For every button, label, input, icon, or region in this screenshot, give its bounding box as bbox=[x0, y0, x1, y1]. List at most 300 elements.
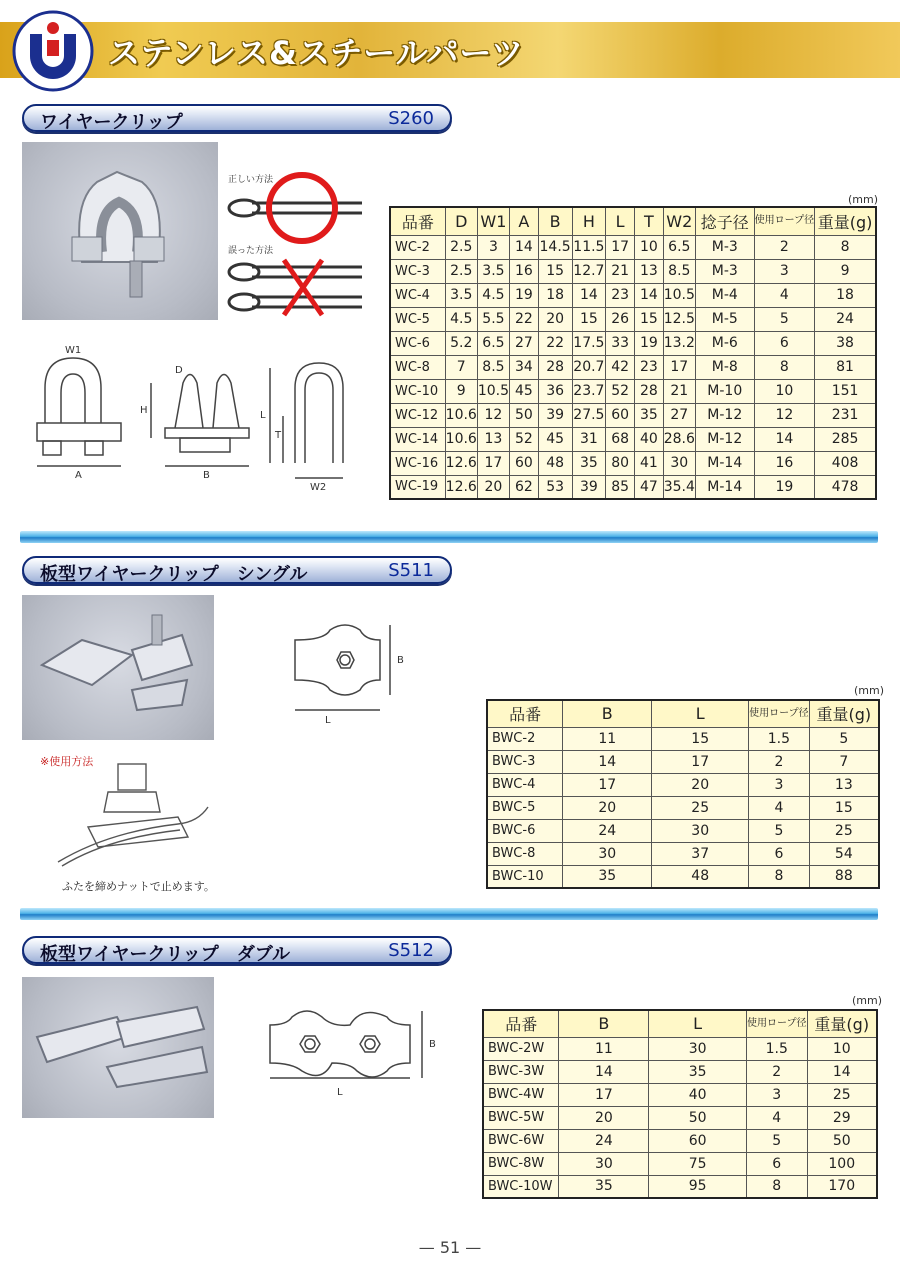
product-code-cell: WC-5 bbox=[390, 307, 445, 331]
table-cell: 3 bbox=[747, 1083, 808, 1106]
table-cell: 2 bbox=[747, 1060, 808, 1083]
table-cell: 3 bbox=[754, 259, 815, 283]
table-cell: 27 bbox=[663, 403, 695, 427]
table-cell: 20 bbox=[559, 1106, 649, 1129]
wrong-method-label: 誤った方法 bbox=[228, 246, 274, 256]
table-cell: 35 bbox=[563, 865, 652, 888]
table-cell: 8 bbox=[815, 235, 876, 259]
table-cell: 11 bbox=[563, 727, 652, 750]
section-code: S260 bbox=[388, 108, 434, 129]
table-cell: 28 bbox=[635, 379, 664, 403]
table-cell: 13.2 bbox=[663, 331, 695, 355]
table-cell: 2.5 bbox=[445, 259, 477, 283]
table-cell: 14 bbox=[754, 427, 815, 451]
label-B: B bbox=[429, 1039, 436, 1050]
table-cell: 60 bbox=[649, 1129, 747, 1152]
table-cell: 80 bbox=[606, 451, 635, 475]
table-header-row bbox=[390, 207, 876, 235]
column-header: 使用ロープ径 bbox=[754, 207, 815, 235]
table-cell: 38 bbox=[815, 331, 876, 355]
table-cell: 2.5 bbox=[445, 235, 477, 259]
product-code-cell: BWC-6 bbox=[487, 819, 563, 842]
table-cell: M-12 bbox=[695, 427, 754, 451]
table-cell: 20.7 bbox=[572, 355, 606, 379]
table-cell: 37 bbox=[652, 842, 749, 865]
label-W1: W1 bbox=[65, 345, 82, 356]
column-header: D bbox=[445, 207, 477, 235]
table-row bbox=[390, 451, 876, 475]
section-code: S511 bbox=[388, 560, 434, 581]
table-cell: 35.4 bbox=[663, 475, 695, 499]
table-row bbox=[390, 355, 876, 379]
product-code-cell: BWC-4W bbox=[483, 1083, 559, 1106]
section-name: ワイヤークリップ bbox=[40, 112, 183, 133]
table-cell: 10.6 bbox=[445, 403, 477, 427]
product-code-cell: BWC-8 bbox=[487, 842, 563, 865]
table-cell: M-8 bbox=[695, 355, 754, 379]
table-cell: 8 bbox=[747, 1175, 808, 1198]
table-cell: 5.5 bbox=[477, 307, 509, 331]
table-row bbox=[390, 427, 876, 451]
company-logo bbox=[12, 10, 94, 92]
table-cell: 19 bbox=[635, 331, 664, 355]
table-cell: 48 bbox=[538, 451, 572, 475]
table-row bbox=[487, 842, 879, 865]
side-view-drawing bbox=[151, 375, 249, 467]
single-plate-clip-photo bbox=[22, 595, 214, 740]
page-title: ステンレス&スチールパーツ bbox=[108, 34, 525, 72]
table-cell: 20 bbox=[538, 307, 572, 331]
table-cell: 68 bbox=[606, 427, 635, 451]
table-cell: 20 bbox=[477, 475, 509, 499]
correct-method-label: 正しい方法 bbox=[228, 175, 274, 185]
table-cell: 151 bbox=[815, 379, 876, 403]
table-cell: 4.5 bbox=[445, 307, 477, 331]
table-row bbox=[390, 475, 876, 499]
table-cell: 6.5 bbox=[477, 331, 509, 355]
table-cell: 14 bbox=[572, 283, 606, 307]
table-cell: 50 bbox=[649, 1106, 747, 1129]
table-row bbox=[487, 727, 879, 750]
table-cell: 16 bbox=[510, 259, 539, 283]
table-cell: 24 bbox=[815, 307, 876, 331]
table-cell: 50 bbox=[807, 1129, 877, 1152]
section-name: 板型ワイヤークリップ ダブル bbox=[40, 944, 291, 965]
wire-clip-photo bbox=[22, 142, 218, 320]
column-header: L bbox=[652, 700, 749, 727]
table-cell: 5 bbox=[747, 1129, 808, 1152]
table-row bbox=[483, 1106, 877, 1129]
table-cell: 13 bbox=[477, 427, 509, 451]
product-code-cell: BWC-3W bbox=[483, 1060, 559, 1083]
product-code-cell: WC-10 bbox=[390, 379, 445, 403]
table-cell: 1.5 bbox=[749, 727, 810, 750]
table-row bbox=[390, 259, 876, 283]
table-cell: 5 bbox=[754, 307, 815, 331]
section-header-s260 bbox=[22, 104, 452, 132]
front-view-drawing bbox=[37, 358, 121, 466]
table-cell: 6 bbox=[747, 1152, 808, 1175]
product-code-cell: BWC-3 bbox=[487, 750, 563, 773]
table-cell: 30 bbox=[563, 842, 652, 865]
table-cell: 15 bbox=[652, 727, 749, 750]
table-row bbox=[483, 1152, 877, 1175]
product-code-cell: BWC-10W bbox=[483, 1175, 559, 1198]
table-cell: 285 bbox=[815, 427, 876, 451]
usage-note: ふたを締めナットで止めます。 bbox=[62, 880, 215, 893]
section-header-s512 bbox=[22, 936, 452, 964]
table-cell: 53 bbox=[538, 475, 572, 499]
table-cell: 20 bbox=[652, 773, 749, 796]
label-B: B bbox=[397, 655, 404, 666]
product-code-cell: WC-19 bbox=[390, 475, 445, 499]
label-H: H bbox=[140, 405, 148, 416]
table-cell: 85 bbox=[606, 475, 635, 499]
table-cell: 29 bbox=[807, 1106, 877, 1129]
column-header: L bbox=[606, 207, 635, 235]
table-cell: 17 bbox=[563, 773, 652, 796]
table-cell: 14 bbox=[807, 1060, 877, 1083]
table-cell: 408 bbox=[815, 451, 876, 475]
column-header: 使用ロープ径 bbox=[747, 1010, 808, 1037]
table-cell: 12.6 bbox=[445, 451, 477, 475]
table-cell: 52 bbox=[510, 427, 539, 451]
product-code-cell: WC-14 bbox=[390, 427, 445, 451]
table-cell: 10 bbox=[754, 379, 815, 403]
product-code-cell: BWC-5W bbox=[483, 1106, 559, 1129]
table-cell: 31 bbox=[572, 427, 606, 451]
table-cell: 11 bbox=[559, 1037, 649, 1060]
table-cell: 2 bbox=[749, 750, 810, 773]
table-cell: 33 bbox=[606, 331, 635, 355]
unit-label-s512: (mm) bbox=[852, 994, 883, 1007]
table-cell: M-12 bbox=[695, 403, 754, 427]
table-cell: 14 bbox=[563, 750, 652, 773]
table-cell: 5 bbox=[749, 819, 810, 842]
table-cell: 20 bbox=[563, 796, 652, 819]
table-cell: 13 bbox=[635, 259, 664, 283]
table-cell: 62 bbox=[510, 475, 539, 499]
column-header: B bbox=[563, 700, 652, 727]
table-cell: 34 bbox=[510, 355, 539, 379]
product-code-cell: BWC-2 bbox=[487, 727, 563, 750]
table-cell: 10 bbox=[807, 1037, 877, 1060]
table-cell: 27.5 bbox=[572, 403, 606, 427]
table-cell: 45 bbox=[510, 379, 539, 403]
table-row bbox=[487, 865, 879, 888]
table-cell: 54 bbox=[809, 842, 879, 865]
table-cell: 4 bbox=[754, 283, 815, 307]
column-header: L bbox=[649, 1010, 747, 1037]
label-B: B bbox=[203, 470, 210, 481]
table-cell: 35 bbox=[649, 1060, 747, 1083]
table-cell: 100 bbox=[807, 1152, 877, 1175]
table-cell: 30 bbox=[559, 1152, 649, 1175]
table-cell: 10.5 bbox=[477, 379, 509, 403]
table-cell: 12.7 bbox=[572, 259, 606, 283]
table-row bbox=[483, 1060, 877, 1083]
table-cell: 40 bbox=[649, 1083, 747, 1106]
table-cell: 478 bbox=[815, 475, 876, 499]
table-cell: 39 bbox=[572, 475, 606, 499]
unit-label-s260: (mm) bbox=[848, 193, 879, 206]
table-cell: 3.5 bbox=[477, 259, 509, 283]
product-code-cell: BWC-8W bbox=[483, 1152, 559, 1175]
table-cell: 47 bbox=[635, 475, 664, 499]
table-cell: 21 bbox=[663, 379, 695, 403]
column-header: W2 bbox=[663, 207, 695, 235]
product-code-cell: BWC-4 bbox=[487, 773, 563, 796]
column-header: 品番 bbox=[487, 700, 563, 727]
table-cell: 22 bbox=[510, 307, 539, 331]
product-code-cell: BWC-5 bbox=[487, 796, 563, 819]
table-header-row bbox=[487, 700, 879, 727]
table-cell: M-3 bbox=[695, 235, 754, 259]
section-divider bbox=[20, 908, 878, 920]
table-cell: 17 bbox=[663, 355, 695, 379]
product-code-cell: WC-16 bbox=[390, 451, 445, 475]
label-L: L bbox=[337, 1087, 343, 1098]
table-cell: 15 bbox=[635, 307, 664, 331]
product-code-cell: BWC-10 bbox=[487, 865, 563, 888]
table-cell: 8 bbox=[754, 355, 815, 379]
section-name: 板型ワイヤークリップ シングル bbox=[40, 564, 308, 585]
table-cell: M-5 bbox=[695, 307, 754, 331]
table-cell: 81 bbox=[815, 355, 876, 379]
table-cell: 95 bbox=[649, 1175, 747, 1198]
table-cell: 4.5 bbox=[477, 283, 509, 307]
table-cell: 231 bbox=[815, 403, 876, 427]
table-cell: 8.5 bbox=[663, 259, 695, 283]
table-cell: 5.2 bbox=[445, 331, 477, 355]
table-cell: 18 bbox=[815, 283, 876, 307]
table-cell: 25 bbox=[807, 1083, 877, 1106]
table-row bbox=[390, 307, 876, 331]
table-row bbox=[487, 750, 879, 773]
table-cell: M-10 bbox=[695, 379, 754, 403]
section-code: S512 bbox=[388, 940, 434, 961]
table-cell: 22 bbox=[538, 331, 572, 355]
table-cell: 39 bbox=[538, 403, 572, 427]
table-cell: 7 bbox=[445, 355, 477, 379]
label-T: T bbox=[275, 430, 282, 441]
table-row bbox=[487, 773, 879, 796]
u-bolt-drawing bbox=[270, 363, 343, 478]
table-cell: 15 bbox=[538, 259, 572, 283]
section-divider bbox=[20, 531, 878, 543]
table-cell: 21 bbox=[606, 259, 635, 283]
double-clip-dimension-drawing bbox=[262, 1003, 442, 1103]
table-cell: 23 bbox=[606, 283, 635, 307]
table-cell: 14 bbox=[559, 1060, 649, 1083]
unit-label-s511: (mm) bbox=[854, 684, 885, 697]
product-code-cell: BWC-6W bbox=[483, 1129, 559, 1152]
product-code-cell: BWC-2W bbox=[483, 1037, 559, 1060]
usage-method-label: ※使用方法 bbox=[40, 755, 94, 768]
table-cell: 52 bbox=[606, 379, 635, 403]
table-cell: 14 bbox=[635, 283, 664, 307]
table-cell: 12.6 bbox=[445, 475, 477, 499]
table-cell: 14.5 bbox=[538, 235, 572, 259]
table-cell: 10.5 bbox=[663, 283, 695, 307]
table-cell: 50 bbox=[510, 403, 539, 427]
label-L: L bbox=[325, 715, 331, 725]
table-cell: 23 bbox=[635, 355, 664, 379]
column-header: 重量(g) bbox=[815, 207, 876, 235]
table-row bbox=[483, 1037, 877, 1060]
table-cell: 6 bbox=[749, 842, 810, 865]
table-cell: 7 bbox=[809, 750, 879, 773]
table-cell: 30 bbox=[649, 1037, 747, 1060]
table-row bbox=[487, 819, 879, 842]
table-cell: 42 bbox=[606, 355, 635, 379]
table-cell: 30 bbox=[663, 451, 695, 475]
column-header: A bbox=[510, 207, 539, 235]
table-cell: 18 bbox=[538, 283, 572, 307]
table-row bbox=[390, 379, 876, 403]
column-header: B bbox=[559, 1010, 649, 1037]
spec-table-s260 bbox=[389, 206, 877, 500]
table-cell: 24 bbox=[559, 1129, 649, 1152]
column-header: 使用ロープ径 bbox=[749, 700, 810, 727]
column-header: 品番 bbox=[390, 207, 445, 235]
table-cell: 25 bbox=[809, 819, 879, 842]
table-cell: 17.5 bbox=[572, 331, 606, 355]
table-cell: 5 bbox=[809, 727, 879, 750]
label-W2: W2 bbox=[310, 482, 327, 493]
table-row bbox=[390, 283, 876, 307]
table-cell: 4 bbox=[749, 796, 810, 819]
table-cell: 16 bbox=[754, 451, 815, 475]
table-cell: 170 bbox=[807, 1175, 877, 1198]
table-cell: 10 bbox=[635, 235, 664, 259]
table-cell: 13 bbox=[809, 773, 879, 796]
table-cell: 15 bbox=[809, 796, 879, 819]
table-cell: 12.5 bbox=[663, 307, 695, 331]
table-cell: 6 bbox=[754, 331, 815, 355]
table-cell: 40 bbox=[635, 427, 664, 451]
table-cell: 28 bbox=[538, 355, 572, 379]
table-cell: 17 bbox=[652, 750, 749, 773]
wire-clip-dimension-drawings bbox=[25, 338, 370, 498]
table-cell: 19 bbox=[754, 475, 815, 499]
table-cell: 75 bbox=[649, 1152, 747, 1175]
table-cell: M-4 bbox=[695, 283, 754, 307]
table-cell: 27 bbox=[510, 331, 539, 355]
table-cell: 9 bbox=[445, 379, 477, 403]
page-number: — 51 — bbox=[418, 1238, 482, 1257]
table-cell: M-6 bbox=[695, 331, 754, 355]
table-cell: 28.6 bbox=[663, 427, 695, 451]
table-row bbox=[390, 403, 876, 427]
single-clip-dimension-drawing bbox=[285, 615, 425, 725]
column-header: 品番 bbox=[483, 1010, 559, 1037]
table-cell: 17 bbox=[477, 451, 509, 475]
table-cell: 17 bbox=[606, 235, 635, 259]
spec-table-s512 bbox=[482, 1009, 878, 1199]
table-cell: 6.5 bbox=[663, 235, 695, 259]
table-row bbox=[390, 331, 876, 355]
usage-method-illustration bbox=[48, 752, 218, 877]
column-header: 重量(g) bbox=[807, 1010, 877, 1037]
table-cell: 60 bbox=[606, 403, 635, 427]
table-cell: 25 bbox=[652, 796, 749, 819]
table-cell: M-14 bbox=[695, 475, 754, 499]
product-code-cell: WC-4 bbox=[390, 283, 445, 307]
table-cell: 45 bbox=[538, 427, 572, 451]
product-code-cell: WC-6 bbox=[390, 331, 445, 355]
product-code-cell: WC-12 bbox=[390, 403, 445, 427]
table-cell: 10.6 bbox=[445, 427, 477, 451]
table-cell: 3 bbox=[749, 773, 810, 796]
table-row bbox=[483, 1129, 877, 1152]
table-cell: 9 bbox=[815, 259, 876, 283]
column-header: T bbox=[635, 207, 664, 235]
correct-rope-diagram bbox=[229, 175, 362, 241]
table-cell: 2 bbox=[754, 235, 815, 259]
column-header: 重量(g) bbox=[809, 700, 879, 727]
double-plate-clip-photo bbox=[22, 977, 214, 1118]
table-cell: 35 bbox=[572, 451, 606, 475]
product-code-cell: WC-2 bbox=[390, 235, 445, 259]
table-cell: 19 bbox=[510, 283, 539, 307]
column-header: B bbox=[538, 207, 572, 235]
table-row bbox=[487, 796, 879, 819]
label-A: A bbox=[75, 470, 82, 481]
header-banner bbox=[0, 22, 900, 78]
table-cell: 23.7 bbox=[572, 379, 606, 403]
table-cell: 48 bbox=[652, 865, 749, 888]
table-cell: 15 bbox=[572, 307, 606, 331]
section-header-s511 bbox=[22, 556, 452, 584]
table-cell: 14 bbox=[510, 235, 539, 259]
table-cell: M-3 bbox=[695, 259, 754, 283]
table-cell: 8 bbox=[749, 865, 810, 888]
table-row bbox=[483, 1175, 877, 1198]
product-code-cell: WC-3 bbox=[390, 259, 445, 283]
table-cell: 36 bbox=[538, 379, 572, 403]
table-cell: 24 bbox=[563, 819, 652, 842]
table-cell: 12 bbox=[754, 403, 815, 427]
table-cell: 88 bbox=[809, 865, 879, 888]
table-row bbox=[483, 1083, 877, 1106]
table-row bbox=[390, 235, 876, 259]
table-cell: 3.5 bbox=[445, 283, 477, 307]
table-cell: 8.5 bbox=[477, 355, 509, 379]
column-header: W1 bbox=[477, 207, 509, 235]
usage-method-illustration bbox=[222, 165, 372, 325]
table-cell: M-14 bbox=[695, 451, 754, 475]
table-cell: 11.5 bbox=[572, 235, 606, 259]
table-cell: 26 bbox=[606, 307, 635, 331]
column-header: H bbox=[572, 207, 606, 235]
table-cell: 35 bbox=[635, 403, 664, 427]
table-cell: 41 bbox=[635, 451, 664, 475]
label-D: D bbox=[175, 365, 183, 376]
table-cell: 3 bbox=[477, 235, 509, 259]
table-cell: 30 bbox=[652, 819, 749, 842]
spec-table-s511 bbox=[486, 699, 880, 889]
table-cell: 1.5 bbox=[747, 1037, 808, 1060]
product-code-cell: WC-8 bbox=[390, 355, 445, 379]
table-cell: 17 bbox=[559, 1083, 649, 1106]
table-cell: 35 bbox=[559, 1175, 649, 1198]
column-header: 捻子径 bbox=[695, 207, 754, 235]
table-cell: 12 bbox=[477, 403, 509, 427]
table-header-row bbox=[483, 1010, 877, 1037]
table-cell: 60 bbox=[510, 451, 539, 475]
label-L: L bbox=[260, 410, 266, 421]
